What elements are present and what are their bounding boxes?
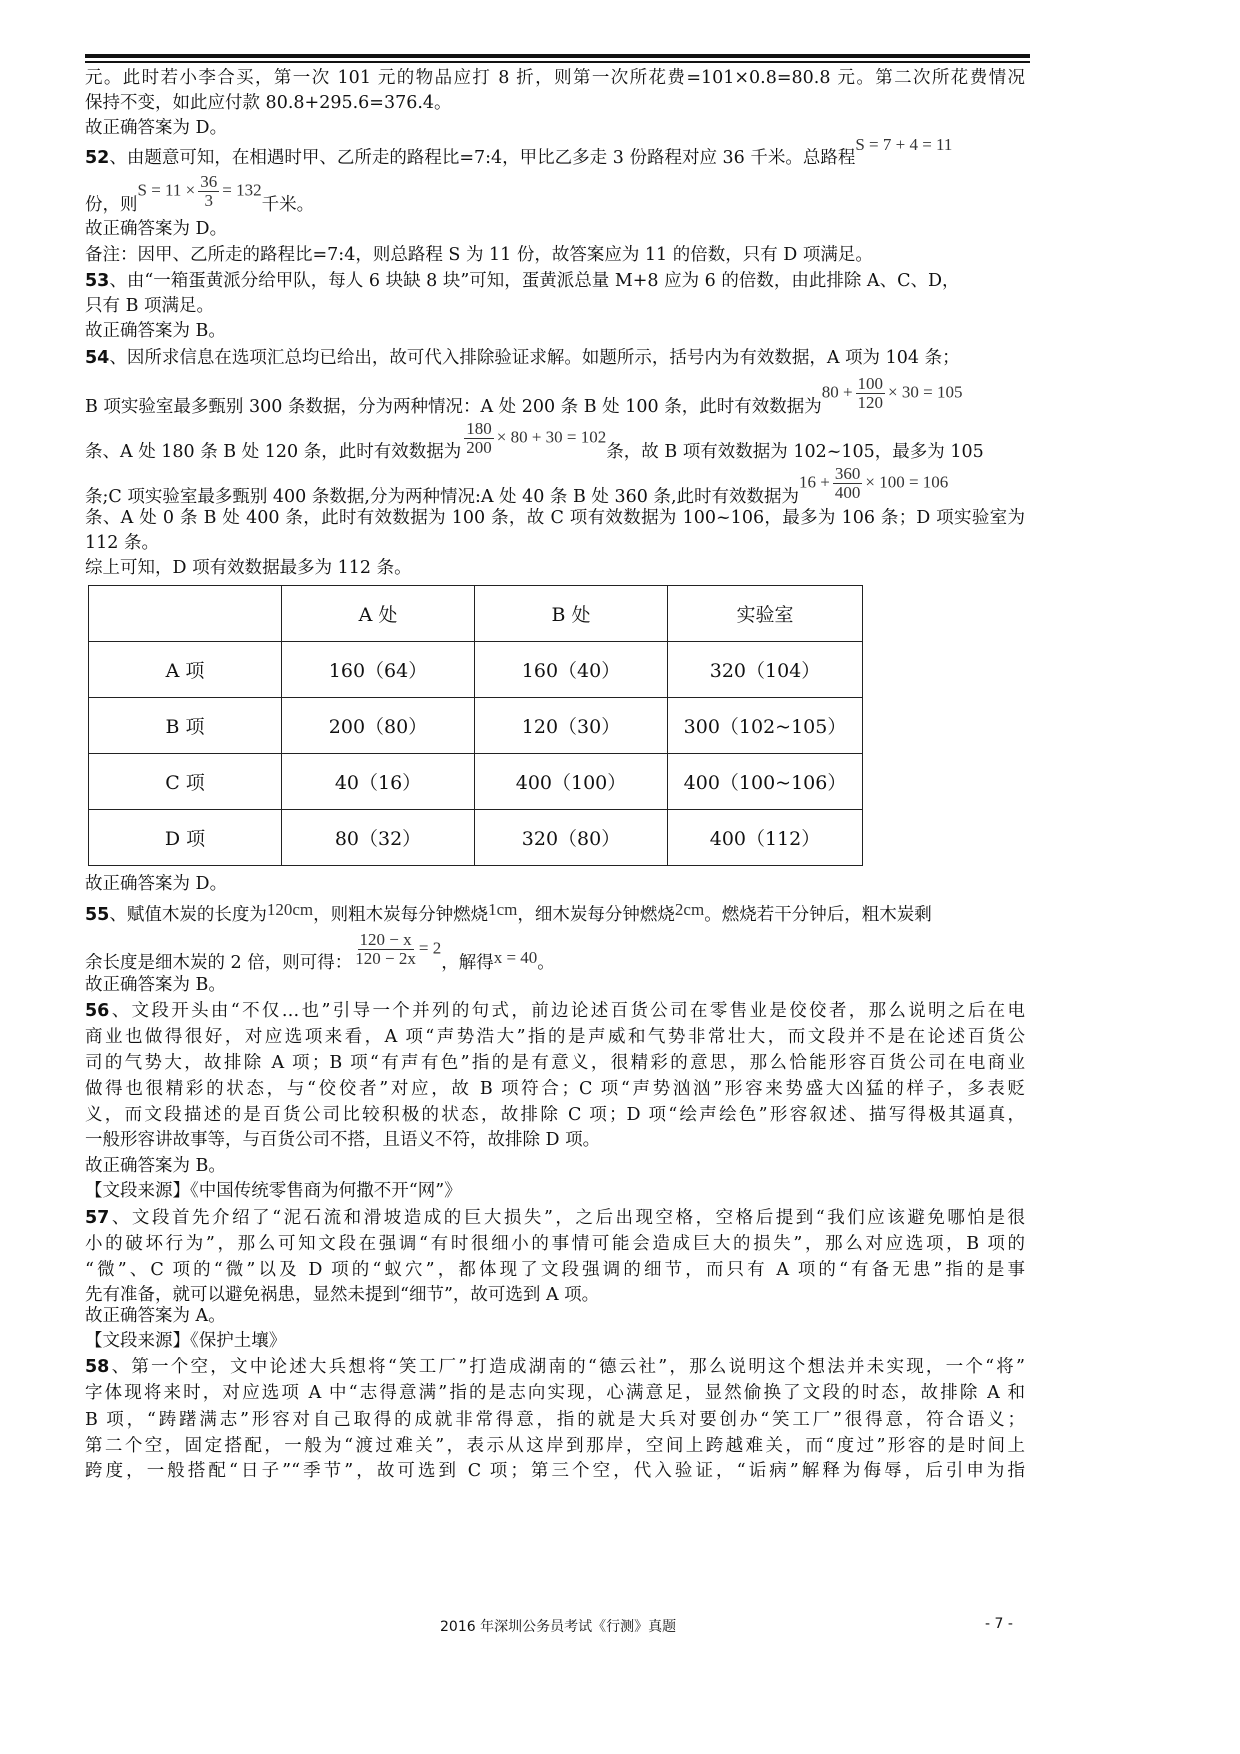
question-54: [85, 345, 1025, 371]
text: 余长度是细木炭的 2 倍，则可得：: [85, 953, 353, 973]
answer-line: 故正确答案为 B。: [85, 1156, 226, 1176]
math: = 2: [418, 938, 442, 958]
question-number: 55: [85, 905, 110, 925]
text-line: [85, 464, 1025, 507]
table-row: [89, 698, 863, 754]
text-line: 做得也很精彩的状态，与“佼佼者”对应，故 B 项符合；C 项“声势汹汹”形容来势盛大凶猛的样子，多表贬: [85, 1079, 1025, 1099]
table-cell: 320（104）: [668, 642, 863, 698]
text-line: 综上可知，D 项有效数据最多为 112 条。: [85, 558, 412, 578]
fraction: [198, 173, 219, 210]
text-line: “微”、C 项的“微”以及 D 项的“蚁穴”，都体现了文段强调的细节，而只有 A 项的“有备无患”指的是事: [85, 1260, 1025, 1280]
text: 份，则: [85, 195, 138, 215]
question-55: [85, 899, 1025, 928]
text: 。燃烧若干分钟后，粗木炭剩: [704, 905, 932, 925]
text-line: 义，而文段描述的是百货公司比较积极的状态，故排除 C 项；D 项“绘声绘色”形容叙述、描写得极其逼真，: [85, 1105, 1025, 1125]
table-cell: 320（80）: [475, 810, 668, 866]
footer-title: 2016 年深圳公务员考试《行测》真题: [440, 1619, 677, 1635]
math-formula: 120cm: [266, 899, 314, 919]
text: 、文段开头由“不仅…也”引导一个并列的句式，前边论述百货公司在零售业是佼佼者，那么说明之后在电: [109, 1001, 1025, 1021]
answer-line: 故正确答案为 D。: [85, 219, 228, 239]
table-cell: 400（100）: [475, 754, 668, 810]
math: 16 +: [799, 472, 830, 492]
denominator: 120 − 2x: [355, 949, 416, 968]
text-line: [85, 374, 1025, 417]
math-formula: [138, 173, 262, 210]
table-row: [89, 642, 863, 698]
math-formula: [461, 420, 606, 457]
text-line: 跨度，一般搭配“日子”“季节”，故可选到 C 项；第三个空，代入验证，“诟病”解释为侮辱，后引申为指: [85, 1461, 1025, 1481]
text-line: 小的破坏行为”，那么可知文段在强调“有时很细小的事情可能会造成巨大的损失”，那么对应选项，B 项的: [85, 1234, 1025, 1254]
text-line: 字体现将来时，对应选项 A 中“志得意满”指的是志向实现，心满意足，显然偷换了文段的时态，故排除 A 和: [85, 1383, 1025, 1403]
numerator: 36: [200, 172, 218, 191]
question-58: [85, 1354, 1025, 1380]
math: × 100 = 106: [865, 472, 949, 492]
source-line: 【文段来源】《中国传统零售商为何撒不开“网”》: [85, 1181, 462, 1201]
question-number: 54: [85, 348, 110, 368]
math: × 80 + 30 = 102: [496, 427, 607, 447]
math-formula: x = 40: [493, 947, 538, 967]
denominator: 400: [834, 483, 861, 502]
table-cell: 160（40）: [475, 642, 668, 698]
math: S = 11 ×: [137, 180, 196, 200]
numerator: 180: [466, 419, 492, 438]
table-header-row: [89, 586, 863, 642]
text-line: 112 条。: [85, 533, 159, 553]
text: 条;C 项实验室最多甄别 400 条数据,分为两种情况:A 处 40 条 B 处 360 条,此时有效数据为: [85, 487, 800, 507]
math-formula: 2cm: [674, 899, 705, 919]
denominator: 200: [466, 438, 492, 457]
text-line: B 项，“踌躇满志”形容对自己取得的成就非常得意，指的就是大兵对要创办“笑工厂”很得意，符合语义；: [85, 1410, 1025, 1430]
math: 80 +: [821, 382, 853, 402]
text-line: 元。此时若小李合买，第一次 101 元的物品应打 8 折，则第一次所花费=101×0.8=80.8 元。第二次所花费情况: [85, 68, 1025, 88]
fraction: [464, 420, 494, 457]
table-cell: 160（64）: [282, 642, 475, 698]
text: ，解得: [441, 953, 494, 973]
text-line: 司的气势大，故排除 A 项；B 项“有声有色”指的是有意义，很精彩的意思，那么恰能形容百货公司在电商业: [85, 1053, 1025, 1073]
table-header-cell: A 处: [282, 586, 475, 642]
fraction: [856, 375, 886, 412]
table-cell: C 项: [89, 754, 282, 810]
text: 条，故 B 项有效数据为 102~105，最多为 105: [606, 442, 984, 462]
table-cell: 300（102~105）: [668, 698, 863, 754]
header-rule: [85, 54, 1030, 58]
question-52: [85, 134, 1025, 171]
numerator: 100: [857, 374, 884, 393]
numerator: 120 − x: [359, 930, 412, 949]
denominator: 3: [204, 191, 213, 210]
fraction: [355, 931, 416, 968]
text-line: [85, 930, 1025, 973]
text: 、因所求信息在选项汇总均已给出，故可代入排除验证求解。如题所示，括号内为有效数据，A 项为 104 条；: [109, 348, 960, 368]
text-line: [85, 419, 1025, 462]
text-line: 第二个空，固定搭配，一般为“渡过难关”，表示从这岸到那岸，空间上跨越难关，而“度过”形容的是时间上: [85, 1436, 1025, 1456]
table-row: [89, 810, 863, 866]
fraction: [833, 465, 863, 502]
question-number: 56: [85, 1001, 110, 1021]
text-line: 保持不变，如此应付款 80.8+295.6=376.4。: [85, 93, 452, 113]
table-cell: 80（32）: [282, 810, 475, 866]
question-number: 58: [85, 1357, 110, 1377]
text: ，细木炭每分钟燃烧: [517, 905, 675, 925]
denominator: 120: [857, 393, 884, 412]
table-cell: 120（30）: [475, 698, 668, 754]
numerator: 360: [834, 464, 861, 483]
text-line: 先有准备，就可以避免祸患，显然未提到“细节”，故可选到 A 项。: [85, 1285, 600, 1305]
question-number: 52: [85, 148, 110, 168]
math-formula: [822, 375, 963, 412]
text: 条、A 处 180 条 B 处 120 条，此时有效数据为: [85, 442, 462, 462]
answer-line: 故正确答案为 D。: [85, 118, 228, 138]
text: 、由题意可知，在相遇时甲、乙所走的路程比=7:4，甲比乙多走 3 份路程对应 36 千米。总路程: [109, 148, 856, 168]
text: ，则粗木炭每分钟燃烧: [313, 905, 489, 925]
question-57: [85, 1205, 1025, 1231]
answer-line: 故正确答案为 D。: [85, 874, 228, 894]
header-rule-thin: [85, 61, 1030, 63]
table-cell: 400（100~106）: [668, 754, 863, 810]
source-line: 【文段来源】《保护土壤》: [85, 1331, 287, 1351]
table-header-cell: B 处: [475, 586, 668, 642]
text: 、文段首先介绍了“泥石流和滑坡造成的巨大损失”，之后出现空格，空格后提到“我们应该避免哪怕是很: [109, 1208, 1025, 1228]
page-number: - 7 -: [985, 1616, 1013, 1632]
text: 、赋值木炭的长度为: [109, 905, 267, 925]
text-line: 一般形容讲故事等，与百货公司不搭，且语义不符，故排除 D 项。: [85, 1130, 601, 1150]
text-line: [85, 172, 1025, 215]
answer-line: 故正确答案为 B。: [85, 321, 226, 341]
answer-line: 故正确答案为 A。: [85, 1306, 226, 1326]
text: 、第一个空，文中论述大兵想将“笑工厂”打造成湖南的“德云社”，那么说明这个想法并未实现，一个“将”: [109, 1357, 1025, 1377]
math-formula: [352, 931, 441, 968]
math: = 132: [222, 180, 262, 200]
data-table: [88, 585, 863, 866]
text-line: 商业也做得很好，对应选项来看，A 项“声势浩大”指的是声威和气势非常壮大，而文段并不是在论述百货公: [85, 1027, 1025, 1047]
text: 千米。: [261, 195, 315, 215]
table-cell: 40（16）: [282, 754, 475, 810]
text-line: 只有 B 项满足。: [85, 296, 214, 316]
table-cell: 400（112）: [668, 810, 863, 866]
table-header-cell: 实验室: [668, 586, 863, 642]
text: 。: [537, 953, 555, 973]
math: × 30 = 105: [888, 382, 963, 402]
math-formula: S = 7 + 4 = 11: [855, 134, 953, 154]
math-formula: [799, 465, 948, 502]
note-line: 备注：因甲、乙所走的路程比=7:4，则总路程 S 为 11 份，故答案应为 11 的倍数，只有 D 项满足。: [85, 245, 873, 265]
table-row: [89, 754, 863, 810]
question-number: 57: [85, 1208, 110, 1228]
text-line: 条、A 处 0 条 B 处 400 条，此时有效数据为 100 条，故 C 项有效数据为 100~106，最多为 106 条；D 项实验室为: [85, 508, 1025, 528]
question-56: [85, 998, 1025, 1024]
table-cell: B 项: [89, 698, 282, 754]
table-cell: A 项: [89, 642, 282, 698]
question-53: [85, 268, 1025, 294]
table-header-cell: [89, 586, 282, 642]
text: B 项实验室最多甄别 300 条数据，分为两种情况：A 处 200 条 B 处 100 条，此时有效数据为: [85, 397, 822, 417]
table-cell: 200（80）: [282, 698, 475, 754]
answer-line: 故正确答案为 B。: [85, 975, 226, 995]
text: 、由“一箱蛋黄派分给甲队，每人 6 块缺 8 块”可知，蛋黄派总量 M+8 应为 6 的倍数，由此排除 A、C、D，: [109, 271, 960, 291]
question-number: 53: [85, 271, 110, 291]
math-formula: 1cm: [488, 899, 518, 919]
table-cell: D 项: [89, 810, 282, 866]
